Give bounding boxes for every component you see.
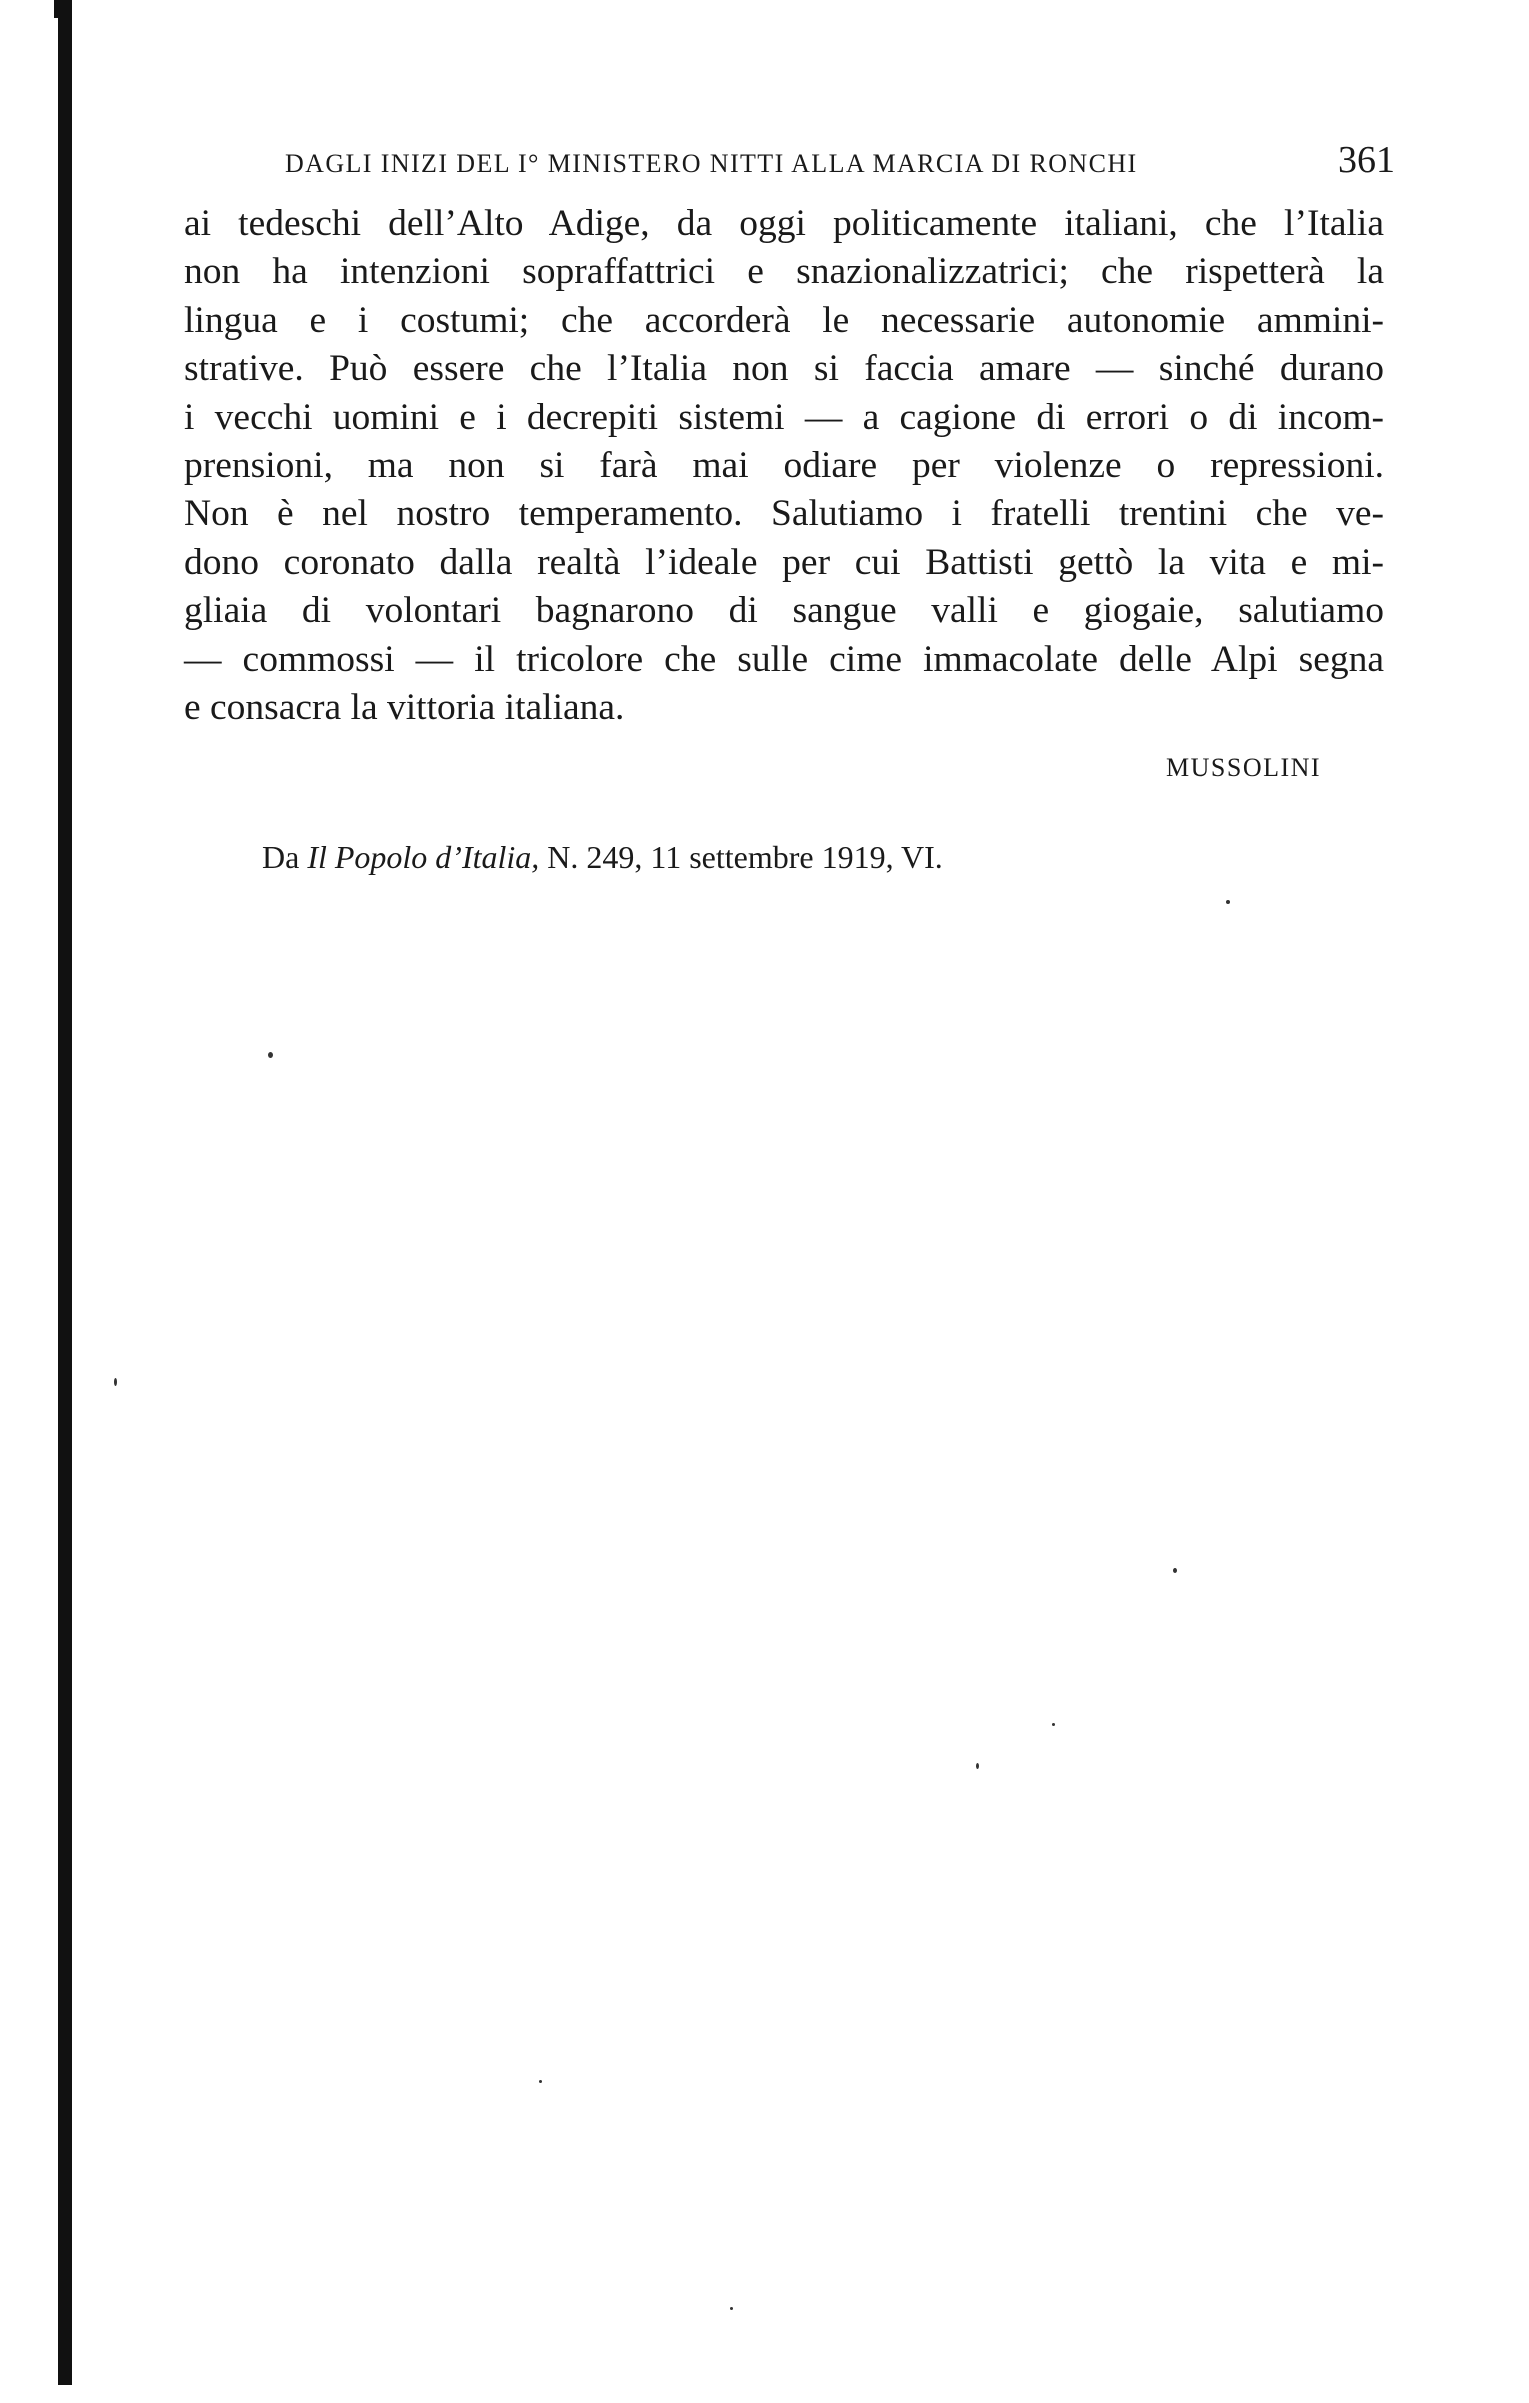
binding-edge: [58, 0, 72, 2385]
text-line: Non è nel nostro temperamento. Salutiamo i fratelli trentini che ve-: [184, 493, 1384, 535]
text-line: e consacra la vittoria italiana.: [184, 686, 625, 728]
text-line: lingua e i costumi; che accorderà le necessarie autonomie ammini-: [184, 299, 1384, 341]
running-head: [285, 138, 1395, 181]
scan-speck: [1052, 1723, 1055, 1726]
scan-speck: [114, 1378, 117, 1386]
scan-speck: [539, 2080, 542, 2083]
scan-speck: [268, 1052, 273, 1058]
text-line: prensioni, ma non si farà mai odiare per violenze o repressioni.: [184, 444, 1384, 486]
text-line: dono coronato dalla realtà l’ideale per cui Battisti gettò la vita e mi-: [184, 541, 1384, 583]
scan-speck: [730, 2307, 733, 2310]
text-line: strative. Può essere che l’Italia non si faccia amare — sinché durano: [184, 348, 1384, 390]
scan-speck: [1173, 1568, 1177, 1573]
scan-speck: [1226, 900, 1230, 904]
running-head-title: DAGLI INIZI DEL I° MINISTERO NITTI ALLA MARCIA DI RONCHI: [285, 149, 1138, 178]
text-line: ai tedeschi dell’Alto Adige, da oggi politicamente italiani, che l’Italia: [184, 203, 1384, 244]
binding-mark: [54, 0, 60, 18]
page-number: 361: [1338, 139, 1395, 181]
scan-speck: [976, 1763, 979, 1769]
signature: MUSSOLINI: [1166, 753, 1322, 782]
text-line: i vecchi uomini e i decrepiti sistemi — a cagione di errori o di incom-: [184, 396, 1384, 438]
source-citation: [262, 839, 943, 876]
text-line: — commossi — il tricolore che sulle cime immacolate delle Alpi segna: [184, 638, 1384, 680]
text-line: gliaia di volontari bagnarono di sangue valli e giogaie, salutiamo: [184, 590, 1384, 632]
source-title: Il Popolo d’Italia,: [307, 839, 540, 875]
body-paragraph: [184, 200, 1384, 732]
source-prefix: Da: [262, 839, 308, 875]
source-details: N. 249, 11 settembre 1919, VI.: [539, 839, 943, 875]
text-line: non ha intenzioni sopraffattrici e snazionalizzatrici; che rispetterà la: [184, 251, 1384, 293]
